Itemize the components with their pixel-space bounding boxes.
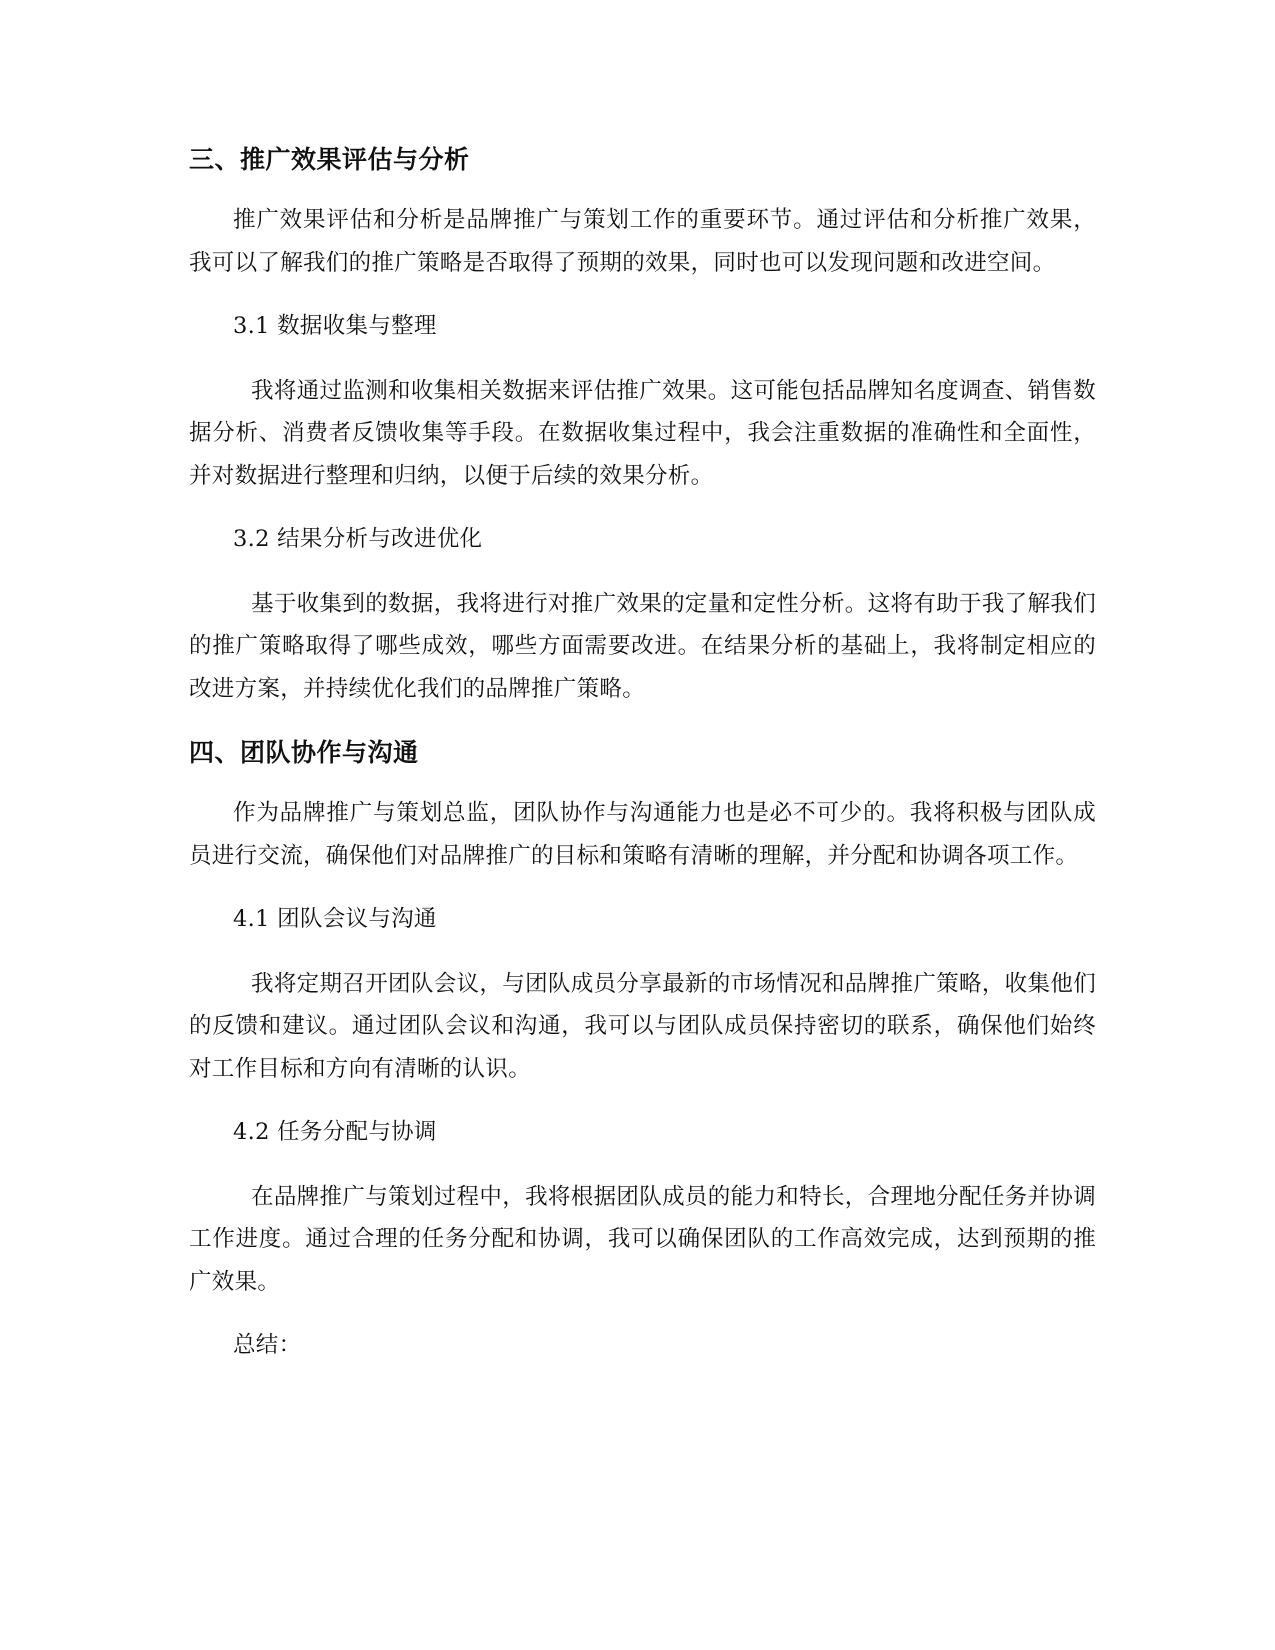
section-3-heading: 三、推广效果评估与分析 <box>189 145 470 174</box>
document-body <box>189 138 1096 1389</box>
section-4-1-body: 我将定期召开团队会议，与团队成员分享最新的市场情况和品牌推广策略，收集他们的反馈和建议。通过团队会议和沟通，我可以与团队成员保持密切的联系，确保他们始终对工作目标和方向有清晰的认识。 <box>189 970 1096 1082</box>
section-4-heading: 四、团队协作与沟通 <box>189 738 419 767</box>
section-3-intro: 推广效果评估和分析是品牌推广与策划工作的重要环节。通过评估和分析推广效果，我可以了解我们的推广策略是否取得了预期的效果，同时也可以发现问题和改进空间。 <box>189 207 1096 276</box>
section-4-intro: 作为品牌推广与策划总监，团队协作与沟通能力也是必不可少的。我将积极与团队成员进行交流，确保他们对品牌推广的目标和策略有清晰的理解，并分配和协调各项工作。 <box>189 800 1096 869</box>
section-3-2-title: 3.2 结果分析与改进优化 <box>233 526 483 552</box>
section-3-2-body: 基于收集到的数据，我将进行对推广效果的定量和定性分析。这将有助于我了解我们的推广策略取得了哪些成效，哪些方面需要改进。在结果分析的基础上，我将制定相应的改进方案，并持续优化我们的品牌推广策略。 <box>189 590 1096 702</box>
summary-label: 总结： <box>233 1332 302 1358</box>
section-3-1-title: 3.1 数据收集与整理 <box>233 313 437 339</box>
section-4-2-title: 4.2 任务分配与协调 <box>233 1119 437 1145</box>
section-4-2-body: 在品牌推广与策划过程中，我将根据团队成员的能力和特长，合理地分配任务并协调工作进度。通过合理的任务分配和协调，我可以确保团队的工作高效完成，达到预期的推广效果。 <box>189 1183 1096 1295</box>
section-3-1-body: 我将通过监测和收集相关数据来评估推广效果。这可能包括品牌知名度调查、销售数据分析、消费者反馈收集等手段。在数据收集过程中，我会注重数据的准确性和全面性，并对数据进行整理和归纳，以便于后续的效果分析。 <box>189 377 1096 489</box>
section-4-1-title: 4.1 团队会议与沟通 <box>233 906 437 932</box>
